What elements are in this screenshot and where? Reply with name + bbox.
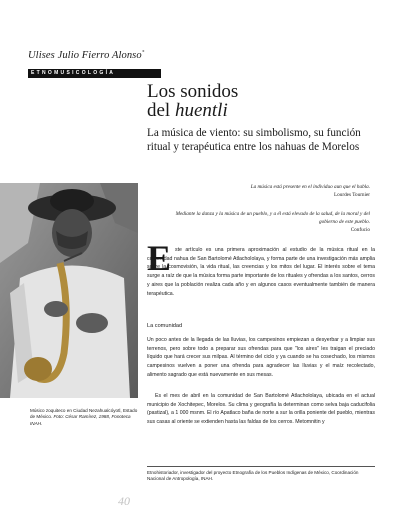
- title-italic-part: huentli: [174, 100, 228, 121]
- drop-cap: E: [147, 238, 172, 278]
- musician-photo-image: [0, 183, 138, 398]
- caption-credit: Foto: César Ramírez, 1988, Fonoteca INAH.: [30, 414, 131, 426]
- section-heading: La comunidad: [147, 323, 183, 329]
- epigraph-quote: Mediante la danza y la música de un pueblo, y a él está elevado de la salud, de la moral y del gobierno de este pueblo.: [175, 211, 370, 225]
- musician-photo: [0, 183, 138, 398]
- section-paragraph-1: Un poco antes de la llegada de las lluvias, los campesinos empiezan a desyerbar y a limpiar sus terrenos, pero sobre todo a preparar sus ofrendas para que "los aires" les traigan el preciado líquido que hará crecer sus milpas. Al término del ciclo y ya cuando se ha cosechado, los mismos campesinos vuelven a poner una ofrenda para agradecer las lluvias y el maíz recolectado, alimento sagrado que está nuevamente en sus mesas.: [147, 337, 375, 378]
- author-name: [28, 50, 144, 61]
- author-footnote: Etnohistoriador, investigador del proyecto Etnografía de los Pueblos Indígenas de México, Coordinación Nacional de Antropología, INAH.: [147, 470, 359, 482]
- epigraph-quote: La música está presente en el individuo aun que el habla.: [250, 184, 370, 190]
- article-title-line-2: [147, 101, 228, 121]
- epigraph-source: Confucio: [350, 227, 370, 233]
- photo-caption: [30, 408, 142, 427]
- intro-paragraph: ste artículo es una primera aproximación al estudio de la música ritual en la comunidad nahua de San Bartolomé Atlachololaya, y forma parte de una investigación más amplia sobre la cosmovisión, la vida ritual, las creencias y los mitos del lugar. El interés sobre el tema surge a raíz de que la música forma parte importante de los rituales y ofrendas a los santos, cerros y aires que la población realiza cada año y en algunos casos eventualmente también de manera terapéutica.: [147, 247, 375, 297]
- epigraph-2: [170, 210, 370, 234]
- epigraph-source: Lourdes Tournier: [334, 192, 370, 198]
- section-label-bar: [28, 69, 161, 78]
- section-label: ETNOMUSICOLOGÍA: [31, 70, 116, 76]
- section-paragraph-2: Es el mes de abril en la comunidad de San Bartolomé Atlachololaya, ubicada en el actual municipio de Xochitepec, Morelos. Su clima y geografía la determinan como selva baja caducifolia (pastizal), a 1 000 msnm. El río Apatlaco baña de norte a sur la orilla poniente del pueblo, mientras sus casas al oriente se extienden hasta las faldas de los cerros. Metomnitin y: [147, 393, 375, 426]
- author-name-text: Ulises Julio Fierro Alonso: [28, 50, 142, 61]
- title-plain-part: del: [147, 100, 175, 121]
- caption-text: Músico zoquiteco en Ciudad Nezahualcóyotl, Estado de México.: [30, 408, 138, 420]
- article-title-line-1: Los sonidos: [147, 81, 239, 102]
- article-subtitle: La música de viento: su simbolismo, su función ritual y terapéutica entre los nahuas de Morelos: [147, 127, 361, 153]
- footnote-divider: [147, 466, 375, 467]
- epigraph-1: [170, 183, 370, 199]
- page-number: 40: [118, 494, 130, 508]
- author-footnote-mark: *: [141, 50, 145, 56]
